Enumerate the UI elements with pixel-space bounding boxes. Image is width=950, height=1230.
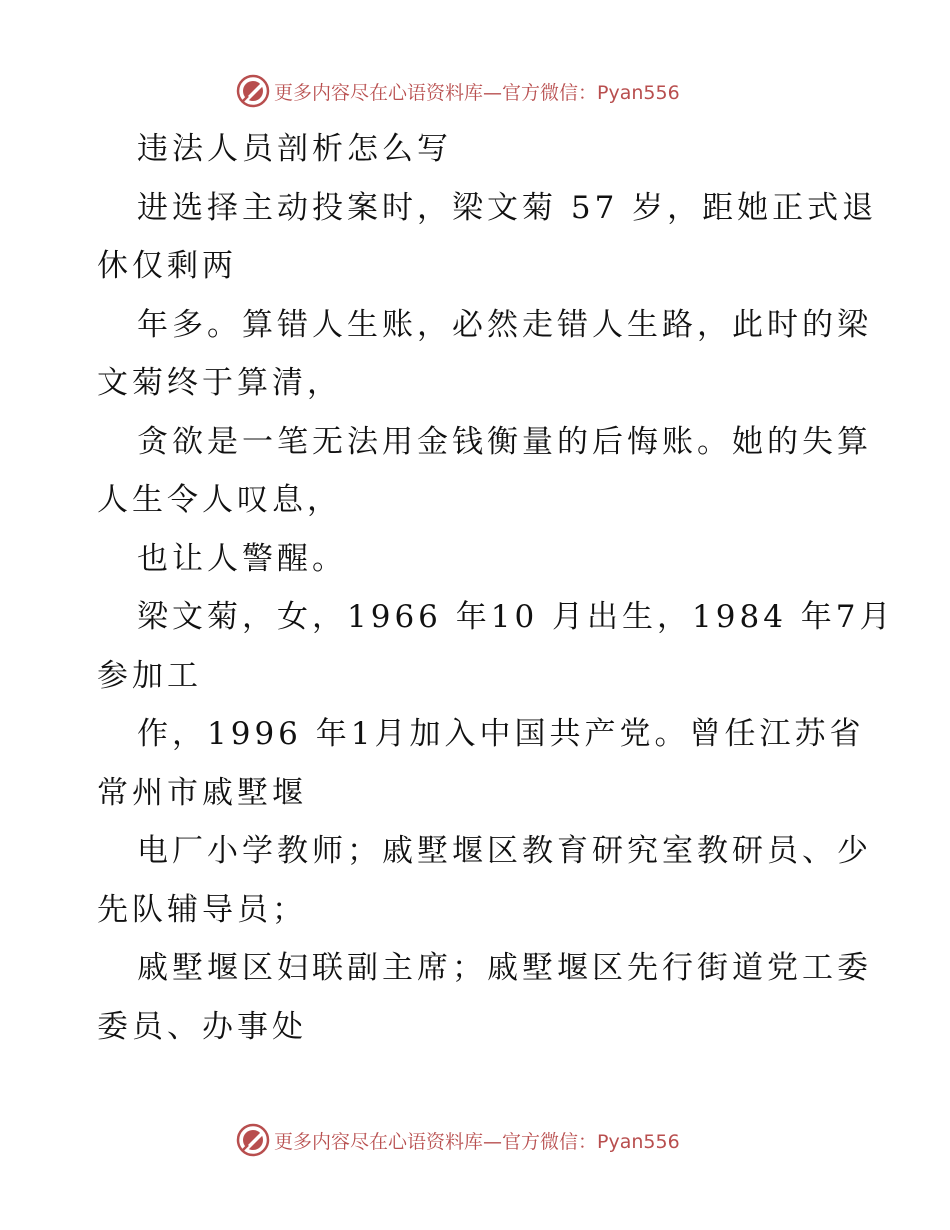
- paragraph-line: 文菊终于算清，: [97, 365, 342, 401]
- header-banner: [236, 73, 796, 109]
- paragraph-line: 贪欲是一笔无法用金钱衡量的后悔账。她的失算: [137, 423, 872, 460]
- paragraph-line: 也让人警醒。: [137, 540, 347, 577]
- quill-pen-logo-icon: [236, 1123, 270, 1157]
- paragraph-line: 休仅剩两: [97, 248, 237, 284]
- paragraph-line: 作，1996 年1月加入中国共产党。曾任江苏省: [137, 716, 865, 752]
- banner-text: 更多内容尽在心语资料库—官方微信：Pyan556: [274, 81, 680, 104]
- paragraph-line: 常州市戚墅堰: [97, 774, 307, 811]
- paragraph-line: 进选择主动投案时，梁文菊 57 岁，距她正式退: [137, 189, 878, 226]
- paragraph-line: 年多。算错人生账，必然走错人生路，此时的梁: [137, 306, 872, 343]
- paragraph-line: 电厂小学教师；戚墅堰区教育研究室教研员、少: [137, 833, 872, 869]
- banner-text: 更多内容尽在心语资料库—官方微信：Pyan556: [274, 1130, 680, 1153]
- paragraph-line: 先队辅导员；: [97, 891, 307, 928]
- quill-pen-logo-icon: [236, 74, 270, 108]
- paragraph-line: 委员、办事处: [97, 1008, 307, 1045]
- paragraph-line: 人生令人叹息，: [97, 482, 342, 518]
- footer-banner: [236, 1122, 796, 1158]
- paragraph-line: 戚墅堰区妇联副主席；戚墅堰区先行街道党工委: [137, 950, 872, 986]
- document-title: 违法人员剖析怎么写: [137, 131, 452, 167]
- paragraph-line: 梁文菊，女，1966 年10 月出生，1984 年7月: [137, 599, 895, 635]
- paragraph-line: 参加工: [97, 657, 202, 694]
- document-body: [97, 120, 895, 1056]
